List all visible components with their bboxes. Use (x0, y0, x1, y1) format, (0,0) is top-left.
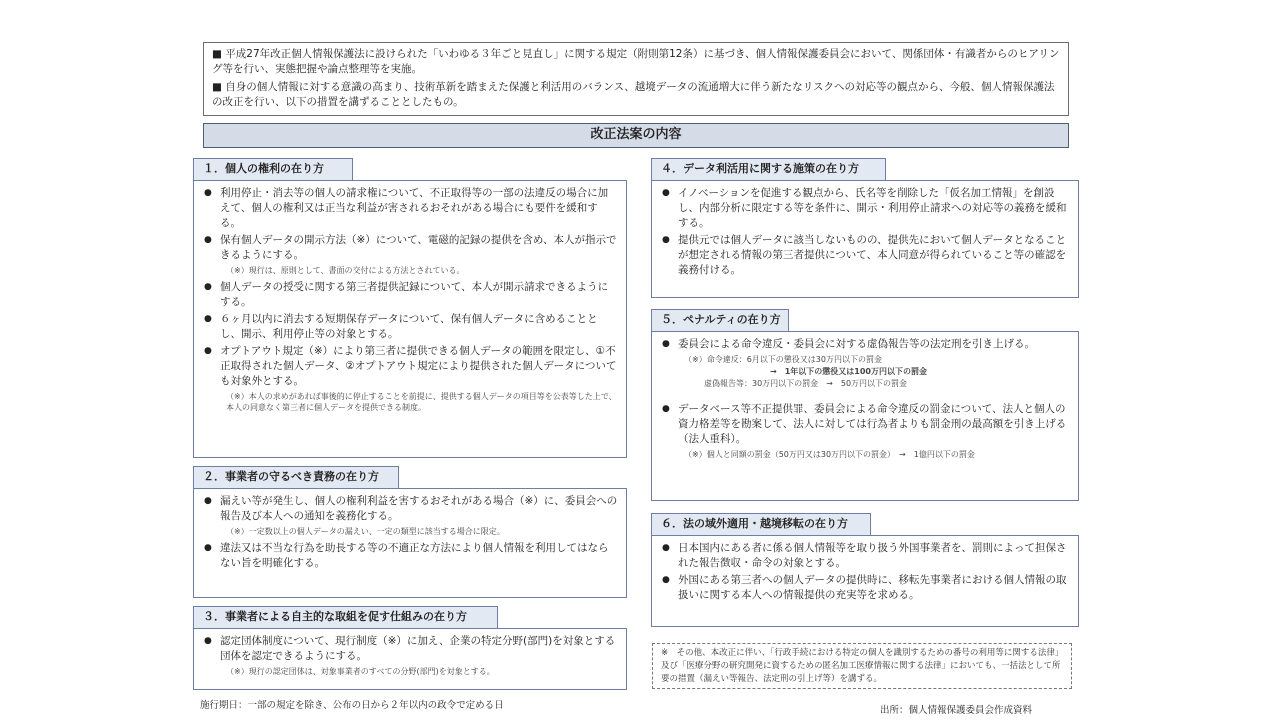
section-4-label: ４．データ利活用に関する施策の在り方 (651, 158, 886, 181)
section-1-item-5: ● オプトアウト規定（※）により第三者に提供できる個人データの範囲を限定し、①不正取得された個人データ、②オプトアウト規定により提供された個人データについても対象外とする。 (202, 344, 618, 389)
section-5-label: ５．ペナルティの在り方 (651, 309, 789, 332)
effective-date: 施行期日：一部の規定を除き、公布の日から２年以内の政令で定める日 (200, 700, 504, 711)
section-6-item-1: ● 日本国内にある者に係る個人情報等を取り扱う外国事業者を、罰則によって担保された報告徴収・命令の対象とする。 (660, 541, 1070, 571)
section-2-label: ２．事業者の守るべき責務の在り方 (193, 466, 399, 489)
section-3-item-1: ● 認定団体制度について、現行制度（※）に加え、企業の特定分野(部門)を対象とする団体を認定できるようにする。 (202, 634, 618, 664)
section-2-item-2: ● 違法又は不当な行為を助長する等の不適正な方法により個人情報を利用してはならない旨を明確化する。 (202, 541, 618, 571)
section-1-label: １．個人の権利の在り方 (193, 158, 353, 181)
page-title: 改正法案の内容 (203, 123, 1069, 148)
section-4-item-2: ● 提供元では個人データに該当しないものの、提供先において個人データとなることが想定される情報の第三者提供について、本人同意が得られていること等の確認を義務付ける。 (660, 233, 1070, 278)
section-5-item-2: ● データベース等不正提供罪、委員会による命令違反の罰金について、法人と個人の資力格差等を勘案して、法人に対しては行為者よりも罰金刑の最高額を引き上げる（法人重科）。 (660, 402, 1070, 447)
section-2-item-1: ● 漏えい等が発生し、個人の権利利益を害するおそれがある場合（※）に、委員会への報告及び本人への通知を義務化する。 (202, 494, 618, 524)
section-3-box (193, 628, 627, 690)
section-1-note-2: （※）現行は、原則として、書面の交付による方法とされている。 (226, 266, 465, 275)
section-4-item-1: ● イノベーションを促進する観点から、氏名等を削除した「仮名加工情報」を創設し、内部分析に限定する等を条件に、開示・利用停止請求への対応等の義務を緩和する。 (660, 186, 1070, 231)
section-1-item-1: ● 利用停止・消去等の個人の請求権について、不正取得等の一部の法違反の場合に加えて、個人の権利又は正当な利益が害されるおそれがある場合にも要件を緩和する。 (202, 186, 618, 231)
section-6-label: ６．法の域外適用・越境移転の在り方 (651, 513, 871, 536)
section-1-note-5: （※）本人の求めがあれば事後的に停止することを前提に、提供する個人データの項目等を公表等した上で、本人の同意なく第三者に個人データを提供できる制度。 (226, 392, 617, 412)
section-6-box (651, 535, 1079, 627)
intro-paragraph-2: ■ 自身の個人情報に対する意識の高まり、技術革新を踏まえた保護と利活用のバランス、越境データの流通増大に伴う新たなリスクへの対応等の観点から、今般、個人情報保護法の改正を行い、以下の措置を講ずることとしたもの。 (212, 81, 1055, 108)
other-note-box: ※ その他、本改正に伴い、「行政手続における特定の個人を識別するための番号の利用等に関する法律」及び「医療分野の研究開発に資するための匿名加工医療情報に関する法律」においても、一括法として所要の措置（漏えい等報告、法定刑の引上げ等）を講ずる。 (652, 643, 1072, 689)
intro-paragraph-1: ■ 平成27年改正個人情報保護法に設けられた「いわゆる３年ごと見直し」に関する規定（附則第12条）に基づき、個人情報保護委員会において、関係団体・有識者からのヒアリング等を行い、実態把握や論点整理等を実施。 (212, 48, 1060, 75)
section-3-note-1: （※）現行の認定団体は、対象事業者のすべての分野(部門)を対象とする。 (226, 667, 495, 676)
section-6-item-2: ● 外国にある第三者への個人データの提供時に、移転先事業者における個人情報の取扱いに関する本人への情報提供の充実等を求める。 (660, 573, 1070, 603)
section-5-item-1: ● 委員会による命令違反・委員会に対する虚偽報告等の法定刑を引き上げる。 (660, 337, 1070, 352)
section-1-item-4: ● ６ヶ月以内に消去する短期保存データについて、保有個人データに含めることとし、開示、利用停止等の対象とする。 (202, 312, 618, 342)
source-credit: 出所：個人情報保護委員会作成資料 (880, 705, 1033, 716)
section-2-note-1: （※）一定数以上の個人データの漏えい、一定の類型に該当する場合に限定。 (226, 527, 505, 536)
section-5-note-1a: （※）命令違反：6月以下の懲役又は30万円以下の罰金 (684, 355, 882, 364)
section-3-label: ３．事業者による自主的な取組を促す仕組みの在り方 (193, 606, 498, 629)
section-5-box (651, 331, 1079, 501)
intro-box (203, 42, 1069, 116)
section-1-item-3: ● 個人データの授受に関する第三者提供記録について、本人が開示請求できるようにする。 (202, 280, 618, 310)
section-2-box (193, 488, 627, 598)
section-5-note-1c: 虚偽報告等：30万円以下の罰金 → 50万円以下の罰金 (704, 379, 908, 388)
section-4-box (651, 180, 1079, 298)
section-1-item-2: ● 保有個人データの開示方法（※）について、電磁的記録の提供を含め、本人が指示できるようにする。 (202, 233, 618, 263)
section-5-note-2: （※）個人と同額の罰金（50万円又は30万円以下の罰金） → 1億円以下の罰金 (684, 450, 975, 459)
section-5-note-1b: → 1年以下の懲役又は100万円以下の罰金 (770, 367, 927, 376)
section-1-box (193, 180, 627, 458)
